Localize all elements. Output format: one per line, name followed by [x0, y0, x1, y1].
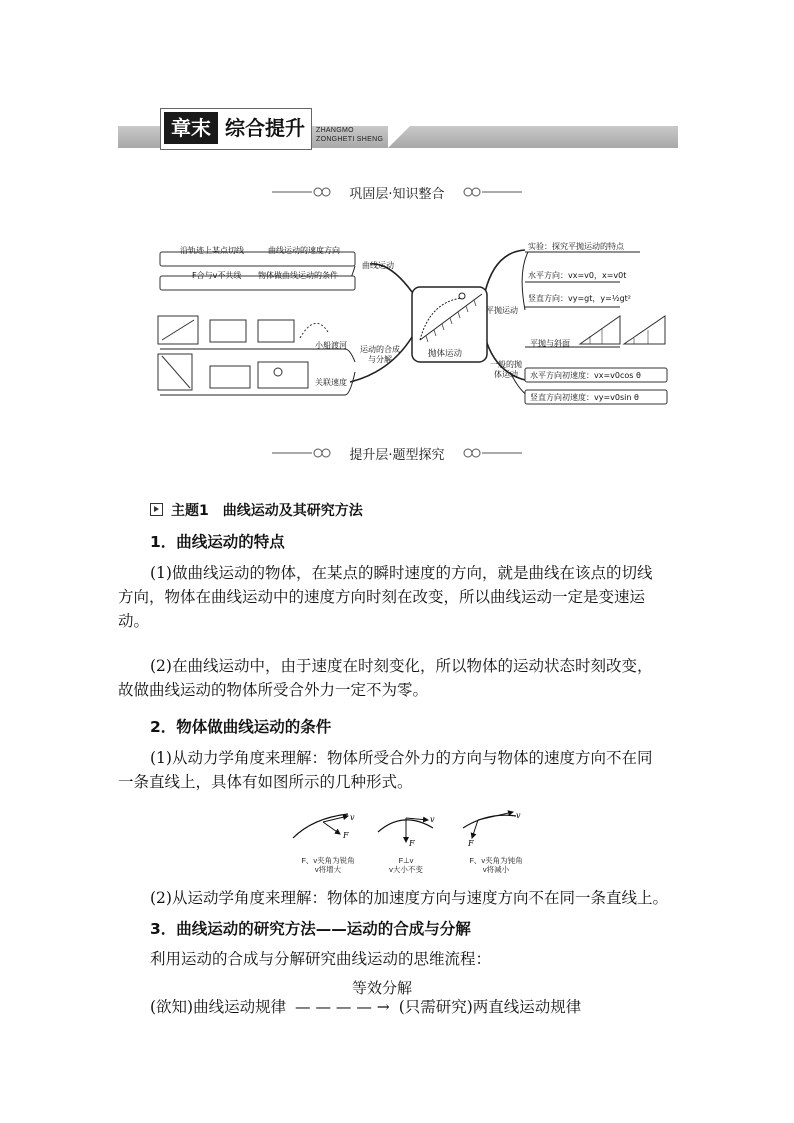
section2-heading: [272, 444, 522, 462]
paragraph-2: [118, 654, 680, 702]
paragraph-2-line-2: 故做曲线运动的物体所受合外力一定不为零。: [118, 681, 429, 699]
svg-text:v: v: [430, 815, 435, 824]
mm-flat-projectile: 平抛运动: [486, 306, 518, 315]
mm-experiment: 实验：探究平抛运动的特点: [528, 242, 624, 251]
paragraph-1-line-1: (1)做曲线运动的物体，在某点的瞬时速度的方向，就是曲线在该点的切线: [150, 564, 653, 582]
play-square-icon: [150, 503, 163, 516]
fig-caption-3-b: v将减小: [482, 865, 510, 874]
fig-caption-2: [376, 856, 436, 874]
banner-pinyin-2: ZONGHETI SHENG: [316, 136, 384, 143]
mm-composition: 运动的合成与分解: [360, 345, 400, 364]
mm-general-vertical: 竖直方向初速度：vy=v0sin θ: [530, 393, 639, 402]
paragraph-3-line-2: 一条直线上，具体有如图所示的几种形式。: [118, 773, 413, 791]
banner-pinyin-1: ZHANGMO: [316, 127, 354, 134]
mm-curve-motion: 曲线运动: [362, 261, 394, 270]
section1-heading: [272, 183, 522, 201]
banner-notch: [388, 126, 410, 148]
fig-caption-3: [456, 856, 536, 874]
flow-right: (只需研究)两直线运动规律: [398, 998, 582, 1016]
svg-text:v: v: [350, 813, 355, 822]
heading-1: 1．曲线运动的特点: [150, 533, 285, 551]
paragraph-4: (2)从运动学角度来理解：物体的加速度方向与速度方向不在同一条直线上。: [150, 889, 668, 907]
mm-boat-crossing: 小船渡河: [315, 341, 347, 350]
svg-text:v: v: [516, 811, 521, 820]
heading-2: 2．物体做曲线运动的条件: [150, 718, 332, 736]
flow-line: [150, 995, 581, 1019]
svg-text:F: F: [468, 839, 474, 848]
flow-arrow: — — — — →: [295, 998, 390, 1016]
mm-general-projectile: 一般的抛体运动: [490, 360, 522, 379]
flow-left: (欲知)曲线运动规律: [150, 998, 287, 1016]
banner-title-dark: 章末: [164, 112, 218, 144]
paragraph-2-line-1: (2)在曲线运动中，由于速度在时刻变化，所以物体的运动状态时刻改变，: [150, 657, 653, 675]
fig-caption-1-b: v将增大: [314, 865, 342, 874]
mindmap: [150, 232, 670, 407]
force-diagrams: [288, 810, 538, 880]
svg-text:F: F: [343, 831, 349, 840]
mm-vertical: 竖直方向：vy=gt，y=½gt²: [528, 294, 631, 303]
paragraph-5: 利用运动的合成与分解研究曲线运动的思维流程：: [150, 950, 492, 968]
section2-title: 提升层·题型探究: [349, 448, 445, 463]
banner-title-light: 综合提升: [225, 116, 305, 140]
mm-general-horizontal: 水平方向初速度：vx=v0cos θ: [530, 371, 641, 380]
paragraph-1-line-3: 动。: [118, 612, 150, 630]
fig-caption-3-a: F、v夹角为钝角: [469, 856, 523, 865]
topic-label: 主题1: [171, 503, 209, 519]
heading-3: 3．曲线运动的研究方法——运动的合成与分解: [150, 920, 471, 938]
fig-caption-2-a: F⊥v: [398, 856, 414, 865]
section1-title: 巩固层·知识整合: [349, 187, 445, 202]
mm-center: 抛体运动: [428, 349, 463, 359]
fig-caption-1: [288, 856, 368, 874]
mm-curve-condition: 物体做曲线运动的条件: [258, 271, 338, 280]
paragraph-1-line-2: 方向，物体在曲线运动中的速度方向时刻在改变，所以曲线运动一定是变速运: [118, 588, 646, 606]
mm-force-not-colinear: F合与v不共线: [192, 271, 242, 280]
mm-flat-slope: 平抛与斜面: [530, 339, 570, 348]
mm-horizontal: 水平方向：vx=v0，x=v0t: [528, 271, 627, 280]
topic-title: 曲线运动及其研究方法: [222, 503, 363, 519]
force-diagrams-svg: [288, 810, 538, 860]
paragraph-3: [118, 746, 680, 794]
paragraph-1: [118, 561, 680, 633]
banner-pinyin: [316, 126, 383, 144]
mm-tangent: 沿轨迹上某点切线: [180, 246, 244, 255]
svg-text:F: F: [409, 839, 415, 848]
fig-caption-2-b: v大小不变: [389, 865, 423, 874]
fig-caption-1-a: F、v夹角为锐角: [301, 856, 355, 865]
paragraph-3-line-1: (1)从动力学角度来理解：物体所受合外力的方向与物体的速度方向不在同: [150, 749, 653, 767]
mm-velocity-direction: 曲线运动的速度方向: [268, 246, 340, 255]
mm-related-velocity: 关联速度: [315, 378, 347, 387]
flow-above: 等效分解: [352, 979, 413, 997]
topic-heading: [150, 500, 363, 520]
